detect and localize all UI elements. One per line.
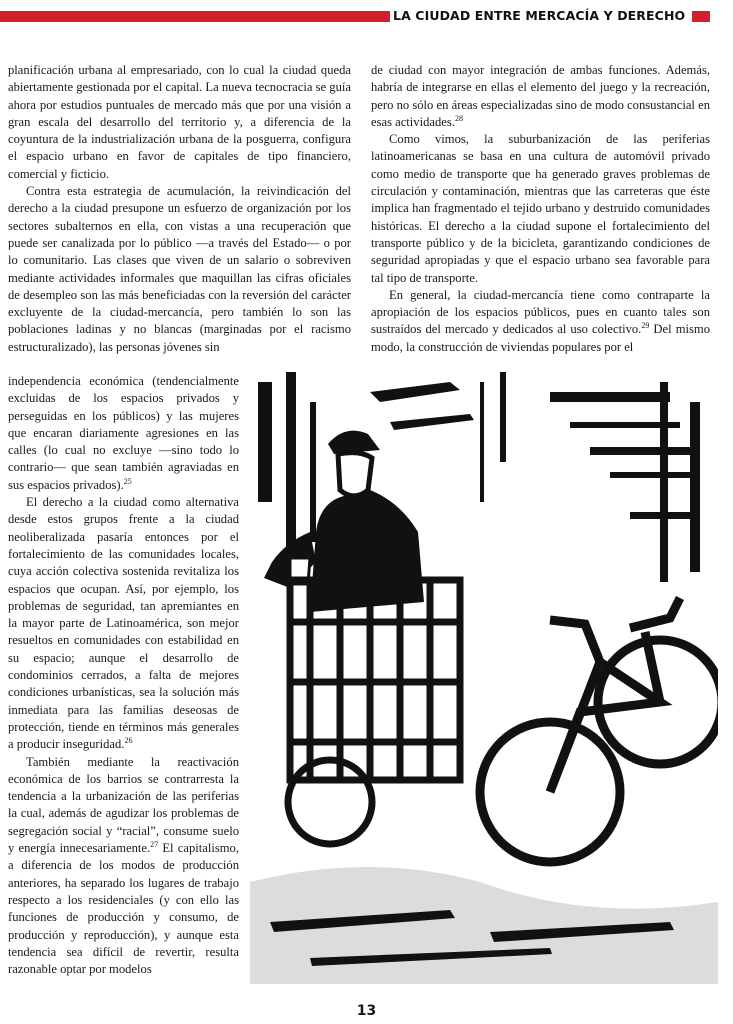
paragraph: [371, 62, 710, 131]
paragraph: [371, 131, 710, 287]
paragraph: [8, 754, 239, 979]
footnote-ref: 28: [454, 113, 463, 123]
paragraph-text-continued: Del mismo modo, la construcción de viviendas populares por el: [371, 322, 710, 354]
right-column: [371, 62, 710, 356]
paragraph-text: Como vimos, la suburbanización de las periferias latinoamericanas se basa en una cultura de automóvil privado como medio de transporte que ha generado graves problemas de circulación y contaminación, mientras que las carreteras que éste implica han fragmentado el tejido urbano y destruido comunidades históricas. El derecho a la ciudad supone el fortalecimiento del transporte público y de la bicicleta, garantizando condiciones de seguridad apropiadas y que el espacio urbano sea favorable para tal tipo de transporte.: [371, 132, 710, 285]
running-header-title: LA CIUDAD ENTRE MERCACÍA Y DERECHO: [393, 8, 686, 23]
footnote-ref: 27: [150, 839, 159, 849]
header-accent-block: [692, 11, 710, 22]
page-number: 13: [356, 1003, 377, 1019]
paragraph: [8, 494, 239, 753]
paragraph-text: El derecho a la ciudad como alternativa desde estos grupos frente a la ciudad neoliberalizada pasaría entonces por el fortalecimiento de las comunidades locales, cuya acción colectiva sostenida revitaliza los espacios que ocupan. Así, por ejemplo, los problemas de seguridad, tan apremiantes en la mayor parte de Latinoamérica, son mejor resueltos en comunidades con estabilidad en su espacio; aunque el desarrollo de condominios cerrados, a falta de mejores condiciones urbanísticas, sea la solución más inmediata para las familias deseosas de protección, tiende en términos más generales a producir inseguridad.: [8, 495, 239, 752]
paragraph-text-continued: El capitalismo, a diferencia de los modos de producción anteriores, ha separado los lugares de trabajo respecto a los residenciales (y con ello las funciones de producción y consumo, de producción y reproducción), y aunque esta tendencia sea difícil de revertir, resulta razonable optar por modelos: [8, 841, 239, 977]
paragraph: planificación urbana al empresariado, con lo cual la ciudad queda abiertamente gestionada por el capital. La nueva tecnocracia se guía ahora por estudios puntuales de mercado más que por una visión a gran escala del desarrollo del territorio y, a diferencia de la coyuntura de la industrialización urbana de la posguerra, configura el espacio urbano en favor de capitales de tipo financiero, comercial y ficticio.: [8, 63, 351, 181]
paragraph-text: de ciudad con mayor integración de ambas funciones. Además, habría de integrarse en ellas el elemento del juego y la recreación, pero no sólo en áreas especializadas sino de modo consustancial en esas actividades.: [371, 63, 710, 129]
left-column-narrow: [8, 373, 239, 978]
paragraph: [8, 373, 239, 494]
left-column-top: [8, 62, 351, 356]
paragraph: [371, 287, 710, 356]
footnote-ref: 25: [123, 476, 132, 486]
footnote-ref: 26: [124, 736, 133, 746]
paragraph-text: independencia económica (tendencialmente excluidas de los espacios privados y perseguidas en los públicos) y las mujeres que encaran diariamente agresiones en las calles (lo cual no excluye —sino todo lo contrario— que sean también agraviadas en sus espacios privados).: [8, 374, 239, 492]
footnote-ref: 29: [641, 321, 650, 331]
paragraph-text: En general, la ciudad-mercancía tiene como contraparte la apropiación de los espacios públicos, pues en cuanto tales son sustraídos del mercado y dedicados al uso colectivo.: [371, 287, 710, 337]
header-accent-bar: [0, 11, 390, 22]
paragraph: Contra esta estrategia de acumulación, la reivindicación del derecho a la ciudad presupone un esfuerzo de organización por los sectores subalternos en ella, con vistas a una recuperación que puede ser canalizada por lo público —a través del Estado— o por lo comunitario. Las clases que viven de un salario o sobreviven mediante actividades informales que maquillan las cifras oficiales de desempleo son las más beneficiadas con la reversión del carácter excluyente de la ciudad-mercancía, pero también lo son las poblaciones ladinas y no blancas (marginadas por el racismo estructuralizado), las personas jóvenes sin: [8, 184, 351, 354]
running-header: [0, 10, 733, 26]
paragraph-text: También mediante la reactivación económica de los barrios se contrarresta la tendencia a la urbanización de las periferias la cual, además de agudizar los problemas de segregación social y “racial”, consume suelo y energía innecesariamente.: [8, 754, 239, 856]
woodcut-illustration: [250, 362, 718, 984]
